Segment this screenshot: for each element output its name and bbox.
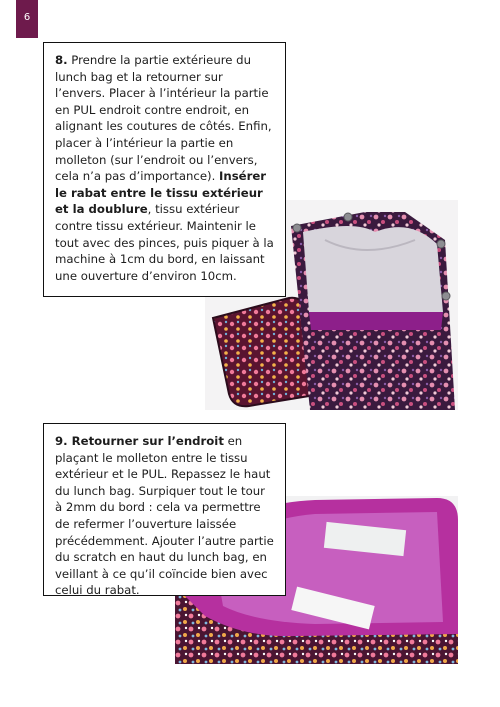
step-8-number: 8. — [55, 53, 68, 67]
step-9-box — [43, 423, 286, 596]
page-number: 6 — [23, 12, 31, 23]
step-8-text-1: Prendre la partie extérieure du lunch bag et la retourner sur l’envers. Placer à l’intérieur la partie en PUL endroit contre endroit, en alignant les coutures de côtés. Enfin, placer à l’intérieur la partie en molleton (sur l’endroit ou l’envers, cela n’a pas d’importance). — [55, 53, 272, 184]
step-9-heading: 9. Retourner sur l’endroit — [55, 434, 224, 448]
page-number-tab — [16, 0, 38, 38]
step-8-text-2: , tissu extérieur contre tissu extérieur. Maintenir le tout avec des pinces, puis piquer à la machine à 1cm du bord, en laissant une ouverture d’environ 10cm. — [55, 202, 274, 283]
step-8-bold-text: Insérer le rabat entre le tissu extérieur et la doublure — [55, 169, 267, 217]
step-9-text-1: en plaçant le molleton entre le tissu extérieur et le PUL. Repassez le haut du lunch bag. Surpiquer tout le tour à 2mm du bord : cela va permettre de refermer l’ouverture laissée précédemment. Ajouter l’autre partie du scratch en haut du lunch bag, en veillant à ce qu’il coïncide bien avec celui du rabat. — [55, 434, 274, 598]
step-8-box — [43, 42, 286, 297]
